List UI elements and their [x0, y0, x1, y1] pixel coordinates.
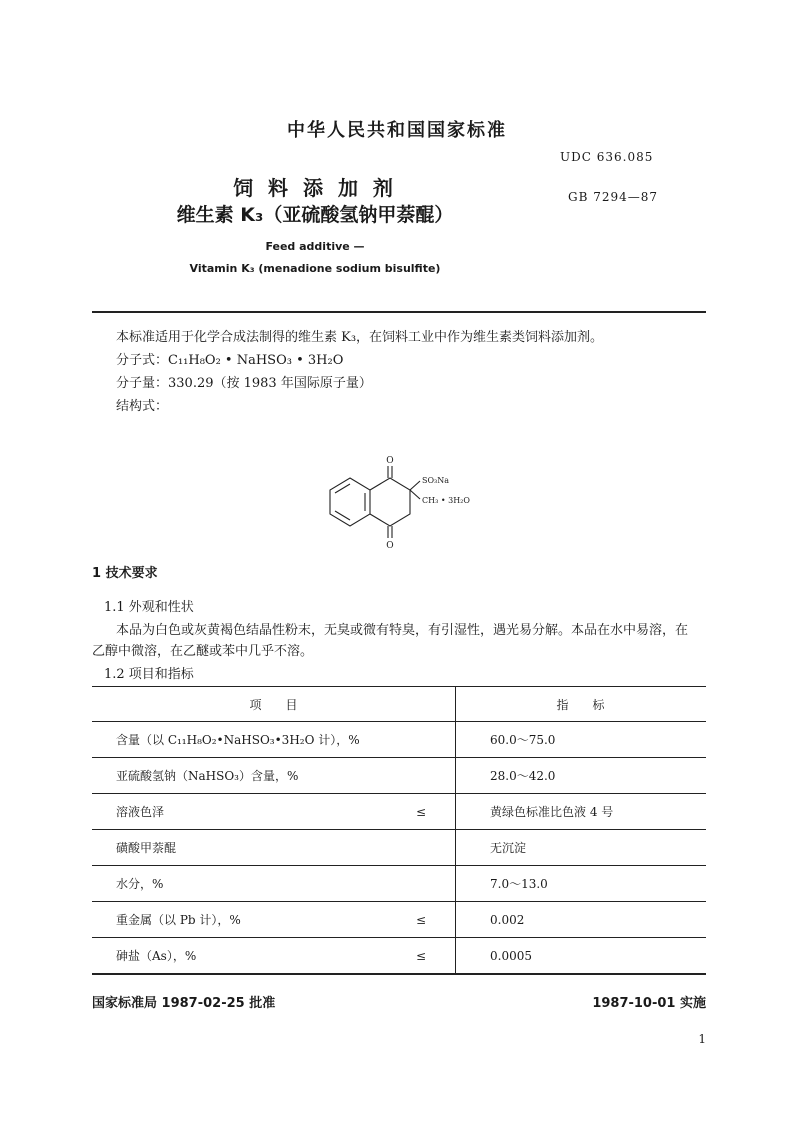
- structural-formula: [310, 445, 490, 555]
- national-standard-title: 中华人民共和国国家标准: [287, 120, 507, 141]
- english-title-line1: Feed additive —: [265, 240, 365, 253]
- header-item: 项 目: [249, 698, 298, 712]
- english-title-line2: Vitamin K₃ (menadione sodium bisulfite): [189, 262, 441, 275]
- table-row: [92, 938, 706, 974]
- approval-info: 国家标准局 1987-02-25 批准: [92, 996, 276, 1011]
- row-value: 28.0～42.0: [490, 769, 556, 783]
- row-value: 60.0～75.0: [490, 733, 556, 747]
- section-1-1-heading: 1.1 外观和性状: [104, 600, 194, 615]
- sulfonate-group: SO₃Na: [422, 476, 450, 485]
- table-bottom-rule: [92, 973, 706, 975]
- main-title-line2: 维生素 K₃（亚硫酸氢钠甲萘醌）: [176, 204, 454, 226]
- row-item: 溶液色泽: [116, 805, 165, 819]
- table-header: [92, 687, 706, 723]
- header-index: 指 标: [556, 698, 605, 712]
- header-divider: [92, 311, 706, 313]
- udc-code: UDC 636.085: [560, 150, 654, 164]
- table-column-divider: [455, 687, 456, 973]
- gb-code: GB 7294—87: [568, 190, 659, 204]
- row-sign: ≤: [416, 805, 427, 819]
- carbonyl-oxygen-bottom: O: [386, 541, 394, 551]
- appearance-text-line1: 本品为白色或灰黄褐色结晶性粉末，无臭或微有特臭，有引湿性，遇光易分解。本品在水中易溶，在: [116, 623, 689, 638]
- appearance-text-line2: 乙醇中微溶，在乙醚或苯中几乎不溶。: [92, 644, 314, 659]
- scope-text: 本标准适用于化学合成法制得的维生素 K₃，在饲料工业中作为维生素类饲料添加剂。: [116, 330, 604, 345]
- row-item: 重金属（以 Pb 计），%: [116, 913, 241, 927]
- row-value: 7.0～13.0: [490, 877, 548, 891]
- table-row: [92, 722, 706, 758]
- structure-label: 结构式：: [116, 399, 169, 414]
- row-sign: ≤: [416, 913, 427, 927]
- main-title-line1: 饲 料 添 加 剂: [233, 176, 397, 200]
- page-number: 1: [698, 1032, 706, 1046]
- table-row: [92, 902, 706, 938]
- table-row: [92, 830, 706, 866]
- row-item: 亚硫酸氢钠（NaHSO₃）含量，%: [116, 769, 299, 783]
- carbonyl-oxygen-top: O: [386, 456, 394, 466]
- row-value: 黄绿色标准比色液 4 号: [490, 805, 614, 819]
- table-row: [92, 758, 706, 794]
- row-item: 磺酸甲萘醌: [116, 841, 177, 855]
- molecular-weight: 分子量：330.29（按 1983 年国际原子量）: [116, 376, 372, 391]
- table-row: [92, 794, 706, 830]
- molecular-formula: 分子式：C₁₁H₈O₂ • NaHSO₃ • 3H₂O: [116, 353, 344, 368]
- section-1-heading: 1 技术要求: [92, 566, 158, 581]
- row-value: 0.002: [490, 913, 525, 927]
- section-1-2-heading: 1.2 项目和指标: [104, 667, 194, 682]
- row-item: 水分，%: [116, 877, 164, 891]
- row-item: 砷盐（As），%: [116, 949, 197, 963]
- row-value: 无沉淀: [490, 841, 527, 855]
- row-sign: ≤: [416, 949, 427, 963]
- effective-date: 1987-10-01 实施: [592, 996, 706, 1011]
- row-value: 0.0005: [490, 949, 532, 963]
- methyl-hydrate-group: CH₃ • 3H₂O: [422, 496, 470, 505]
- row-item: 含量（以 C₁₁H₈O₂•NaHSO₃•3H₂O 计），%: [116, 733, 360, 747]
- table-row: [92, 866, 706, 902]
